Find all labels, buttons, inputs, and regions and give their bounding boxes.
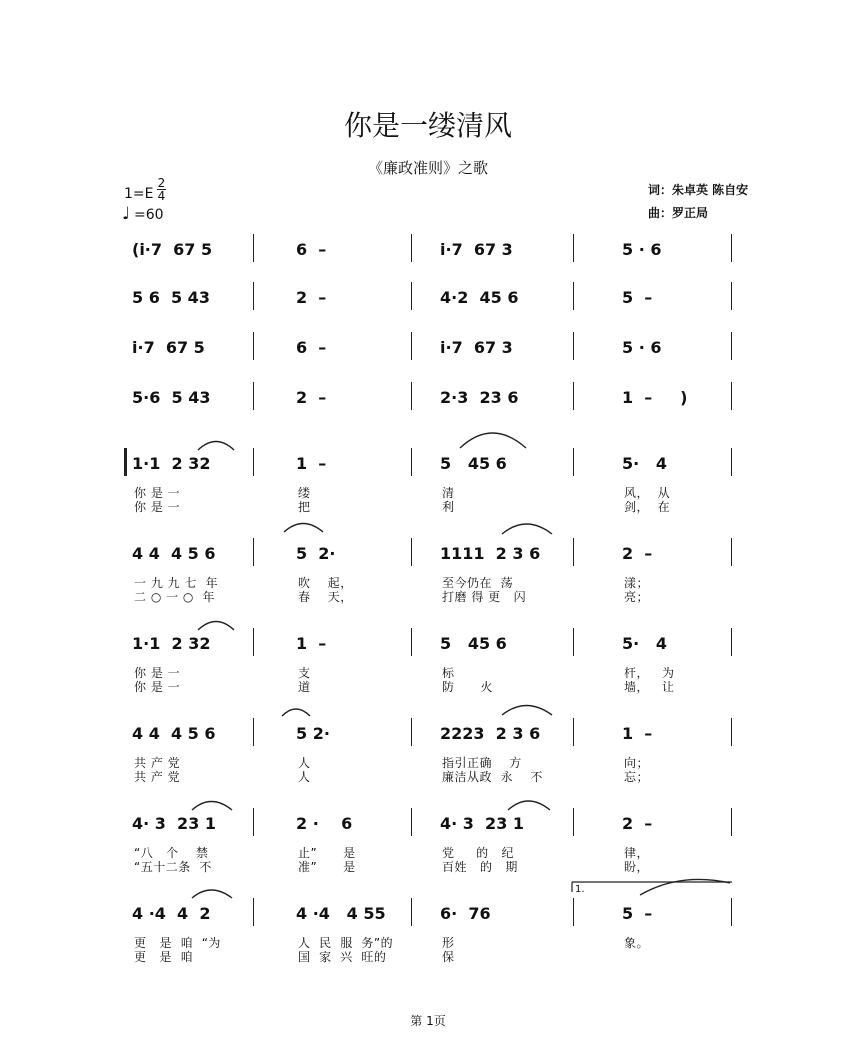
lyric-verse-2: 利 <box>442 500 455 514</box>
lyric-verse-1: 缕 <box>298 486 311 500</box>
measure-notes: 2 – <box>622 814 653 833</box>
lyric-verse-2: 道 <box>298 680 311 694</box>
lyric-verse-2: 人 <box>298 770 311 784</box>
lyric-verse-2: 盼， <box>624 860 650 874</box>
lyric-verse-1: “八 个 禁 <box>134 846 209 860</box>
measure-notes: 6· 76 <box>440 904 491 923</box>
lyricist-credit: 词：朱卓英 陈自安 <box>648 183 749 197</box>
slur-arc <box>198 442 234 451</box>
lyric-verse-2: 你 是 一 <box>134 500 181 514</box>
slur-arc <box>502 524 552 534</box>
measure-notes: 4· 3 23 1 <box>440 814 525 833</box>
volta-label: 1. <box>575 884 585 895</box>
slur-arc <box>284 524 323 533</box>
measure-notes: 5 · 6 <box>622 338 662 357</box>
lyric-verse-1: 至今仍在 荡 <box>442 576 514 590</box>
measure-notes: 4·2 45 6 <box>440 288 519 307</box>
measure-notes: 1 – <box>296 634 327 653</box>
slur-arc <box>282 709 310 716</box>
lyric-verse-2: 更 是 咱 <box>134 950 194 964</box>
composer-credit: 曲：罗正局 <box>648 206 709 220</box>
lyric-verse-1: 支 <box>298 666 311 680</box>
lyric-verse-2: 忘； <box>624 770 650 784</box>
lyric-verse-1: 吹 起， <box>298 576 353 590</box>
lyric-verse-2: 亮； <box>624 590 650 604</box>
lyric-verse-2: 剑， 在 <box>624 500 671 514</box>
lyric-verse-1: 人 民 服 务”的 <box>298 936 394 950</box>
lyric-verse-2: 保 <box>442 950 455 964</box>
lyric-verse-1: 党 的 纪 <box>442 846 515 860</box>
lyric-verse-2: 共 产 党 <box>134 770 181 784</box>
measure-notes: 5 2· <box>296 544 336 563</box>
measure-notes: 4 4 4 5 6 <box>132 544 216 563</box>
lyric-verse-2: 准” 是 <box>298 860 356 874</box>
slur-arc <box>460 433 526 448</box>
measure-notes: 1·1 2 32 <box>132 454 211 473</box>
lyric-verse-1: 清 <box>442 486 455 500</box>
measure-notes: 5· 4 <box>622 634 668 653</box>
lyric-verse-1: 风， 从 <box>624 486 671 500</box>
measure-notes: 2 · 6 <box>296 814 353 833</box>
slur-arc <box>192 802 232 811</box>
lyric-verse-1: 止” 是 <box>298 846 356 860</box>
measure-notes: 4 4 4 5 6 <box>132 724 216 743</box>
slur-arc <box>508 801 550 810</box>
measure-notes: i·7 67 3 <box>440 240 513 259</box>
measure-notes: 5 2· <box>296 724 330 743</box>
measure-notes: 2223 2 3 6 <box>440 724 541 743</box>
lyric-verse-1: 一 九 九 七 年 <box>134 576 219 590</box>
measure-notes: 5 45 6 <box>440 634 507 653</box>
lyric-verse-1: 共 产 党 <box>134 756 181 770</box>
measure-notes: 2 – <box>296 388 327 407</box>
measure-notes: 4· 3 23 1 <box>132 814 217 833</box>
measure-notes: 5·6 5 43 <box>132 388 211 407</box>
lyric-verse-1: 象。 <box>624 936 650 950</box>
lyric-verse-2: 春 天， <box>298 590 353 604</box>
lyric-verse-1: 标 <box>442 666 455 680</box>
quarter-note-icon: ♩ <box>122 204 131 224</box>
lyric-verse-2: 国 家 兴 旺的 <box>298 950 387 964</box>
page-number: 第 1页 <box>410 1014 446 1028</box>
measure-notes: 1 – ) <box>622 388 688 407</box>
time-signature-top: 2 <box>157 176 166 190</box>
lyric-verse-1: 指引正确 方 <box>442 756 522 770</box>
measure-notes: 5· 4 <box>622 454 668 473</box>
song-subtitle: 《廉政准则》之歌 <box>367 159 488 177</box>
measure-notes: 5 45 6 <box>440 454 507 473</box>
lyric-verse-1: 形 <box>442 936 455 950</box>
lyric-verse-1: 漾； <box>624 576 650 590</box>
slur-arc <box>192 890 232 898</box>
lyric-verse-1: 你 是 一 <box>134 486 181 500</box>
measure-notes: 5 – <box>622 904 653 923</box>
measure-notes: 4 ·4 4 2 <box>132 904 211 923</box>
lyric-verse-2: “五十二条 不 <box>134 860 212 874</box>
key-signature: 1=E <box>124 186 154 202</box>
measure-notes: 1 – <box>622 724 653 743</box>
lyric-verse-2: 打磨 得 更 闪 <box>442 590 527 604</box>
lyric-verse-1: 向； <box>624 756 650 770</box>
lyric-verse-2: 把 <box>298 500 311 514</box>
lyric-verse-2: 你 是 一 <box>134 680 181 694</box>
lyric-verse-2: 百姓 的 期 <box>442 860 518 874</box>
lyric-verse-1: 律， <box>624 846 650 860</box>
measure-notes: i·7 67 3 <box>440 338 513 357</box>
lyric-verse-2: 廉洁从政 永 不 <box>442 770 543 784</box>
measure-notes: (i·7 67 5 <box>132 240 213 259</box>
measure-notes: 1111 2 3 6 <box>440 544 541 563</box>
measure-notes: 6 – <box>296 240 327 259</box>
measure-notes: 2·3 23 6 <box>440 388 519 407</box>
measure-notes: 6 – <box>296 338 327 357</box>
lyric-verse-1: 杆， 为 <box>624 666 675 680</box>
lyric-verse-2: 防 火 <box>442 680 493 694</box>
tempo-marking: =60 <box>134 207 164 223</box>
measure-notes: 5 · 6 <box>622 240 662 259</box>
lyric-verse-1: 你 是 一 <box>134 666 181 680</box>
lyric-verse-1: 人 <box>298 756 311 770</box>
measure-notes: i·7 67 5 <box>132 338 205 357</box>
measure-notes: 2 – <box>296 288 327 307</box>
slur-arc <box>502 706 552 716</box>
measure-notes: 1 – <box>296 454 327 473</box>
lyric-verse-1: 更 是 咱 “为 <box>134 936 221 950</box>
measure-notes: 5 6 5 43 <box>132 288 210 307</box>
song-title: 你是一缕清风 <box>343 109 512 142</box>
lyric-verse-2: 墙， 让 <box>624 680 675 694</box>
time-signature-bottom: 4 <box>157 189 166 203</box>
measure-notes: 4 ·4 4 55 <box>296 904 386 923</box>
lyric-verse-2: 二 ○ 一 ○ 年 <box>134 590 216 604</box>
slur-arc <box>198 622 234 631</box>
measure-notes: 1·1 2 32 <box>132 634 211 653</box>
measure-notes: 5 – <box>622 288 653 307</box>
measure-notes: 2 – <box>622 544 653 563</box>
